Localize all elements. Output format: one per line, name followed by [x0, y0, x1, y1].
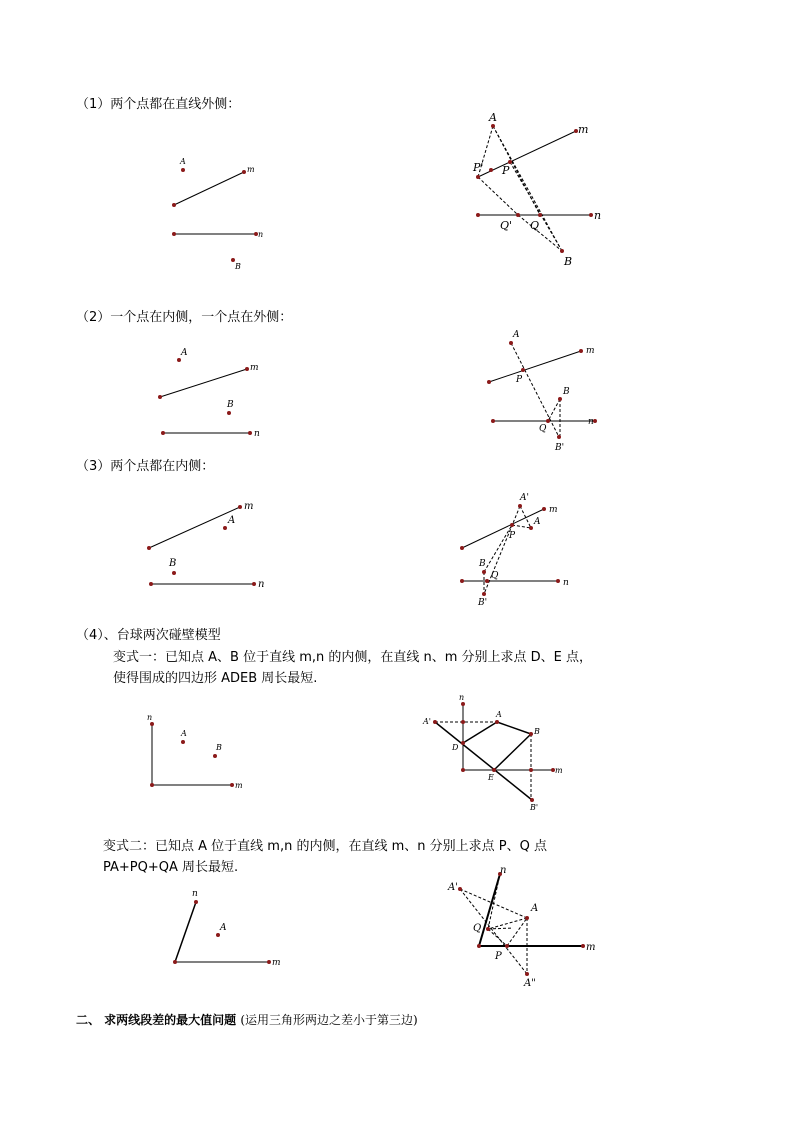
label-A-prime: A': [448, 882, 458, 893]
figure-4-v1-left: [140, 710, 250, 795]
label-n: n: [459, 693, 465, 702]
label-m: m: [247, 165, 255, 174]
label-n: n: [563, 578, 569, 588]
label-m: m: [272, 958, 281, 968]
section-1-heading: （1）两个点都在直线外侧：: [76, 97, 241, 112]
figure-2-left: [150, 340, 275, 440]
label-B: B: [216, 743, 222, 752]
label-Q-prime: Q': [500, 219, 513, 232]
label-B: B: [227, 400, 234, 410]
figure-3-left: [140, 495, 270, 595]
figure-4-v2-right: [440, 862, 605, 990]
label-A: A: [220, 923, 227, 933]
label-A-double-prime: A": [524, 978, 536, 989]
figure-1-left: [160, 150, 280, 280]
section-3-heading: （3）两个点都在内侧：: [76, 459, 215, 474]
section-two-heading: [76, 1012, 418, 1028]
label-B: B: [564, 255, 573, 268]
variant-2-text-line1: 变式二：已知点 A 位于直线 m,n 的内侧，在直线 m、n 分别上求点 P、Q 点: [103, 839, 547, 854]
label-n: n: [147, 713, 153, 722]
label-A: A: [181, 729, 187, 738]
figure-4-v1-right: [420, 690, 570, 818]
label-n: n: [588, 417, 594, 427]
label-D: D: [452, 743, 459, 752]
figure-2-right: [478, 326, 608, 458]
label-Q: Q: [473, 923, 482, 934]
label-A: A: [489, 111, 497, 124]
label-B-prime: B': [555, 443, 565, 453]
label-A: A: [181, 348, 188, 358]
label-m: m: [235, 781, 243, 790]
label-m: m: [244, 501, 254, 512]
label-n: n: [594, 209, 602, 222]
label-B: B: [563, 387, 570, 397]
label-n: n: [258, 230, 264, 239]
label-A: A: [180, 157, 186, 166]
label-m: m: [586, 346, 595, 356]
label-P-prime: P': [473, 161, 484, 174]
label-B: B: [169, 558, 177, 569]
label-Q: Q: [491, 571, 499, 581]
label-n: n: [192, 889, 198, 899]
variant-1-text-line2: 使得围成的四边形 ADEB 周长最短.: [113, 671, 318, 686]
label-A: A: [496, 710, 502, 719]
label-B: B: [534, 727, 540, 736]
label-m: m: [578, 123, 589, 136]
label-m: m: [586, 942, 596, 953]
label-P: P: [516, 375, 523, 385]
label-A: A: [531, 903, 539, 914]
label-A: A: [513, 330, 520, 340]
label-Q: Q: [530, 219, 540, 232]
label-B-prime: B': [478, 598, 488, 608]
label-m: m: [250, 363, 259, 373]
label-E: E: [488, 773, 494, 782]
figure-1-right: [470, 108, 610, 273]
label-n: n: [254, 429, 260, 439]
variant-1-text-line1: 变式一：已知点 A、B 位于直线 m,n 的内侧，在直线 n、m 分别上求点 D、E 点，: [113, 650, 593, 665]
label-P: P: [502, 164, 510, 177]
section-4-heading: （4）、台球两次碰壁模型: [76, 628, 221, 643]
label-A: A: [534, 517, 541, 527]
section-2-heading: （2）一个点在内侧，一个点在外侧：: [76, 310, 293, 325]
label-n: n: [500, 865, 507, 876]
section-two-subtitle: (运用三角形两边之差小于第三边): [240, 1013, 418, 1027]
label-B: B: [479, 559, 486, 569]
figure-4-v2-left: [165, 885, 290, 970]
label-B: B: [235, 262, 241, 271]
label-A: A: [228, 515, 236, 526]
label-m: m: [555, 766, 563, 775]
section-two-title: 二、 求两线段差的最大值问题: [76, 1013, 237, 1027]
variant-2-text-line2: PA+PQ+QA 周长最短.: [103, 860, 239, 875]
label-A-prime: A': [423, 717, 431, 726]
label-A-prime: A': [520, 493, 529, 503]
label-m: m: [549, 505, 558, 515]
label-P: P: [495, 951, 502, 962]
figure-3-right: [453, 488, 583, 610]
label-Q: Q: [539, 424, 547, 434]
label-n: n: [258, 579, 265, 590]
label-B-prime: B': [530, 803, 539, 812]
label-P: P: [509, 531, 516, 541]
